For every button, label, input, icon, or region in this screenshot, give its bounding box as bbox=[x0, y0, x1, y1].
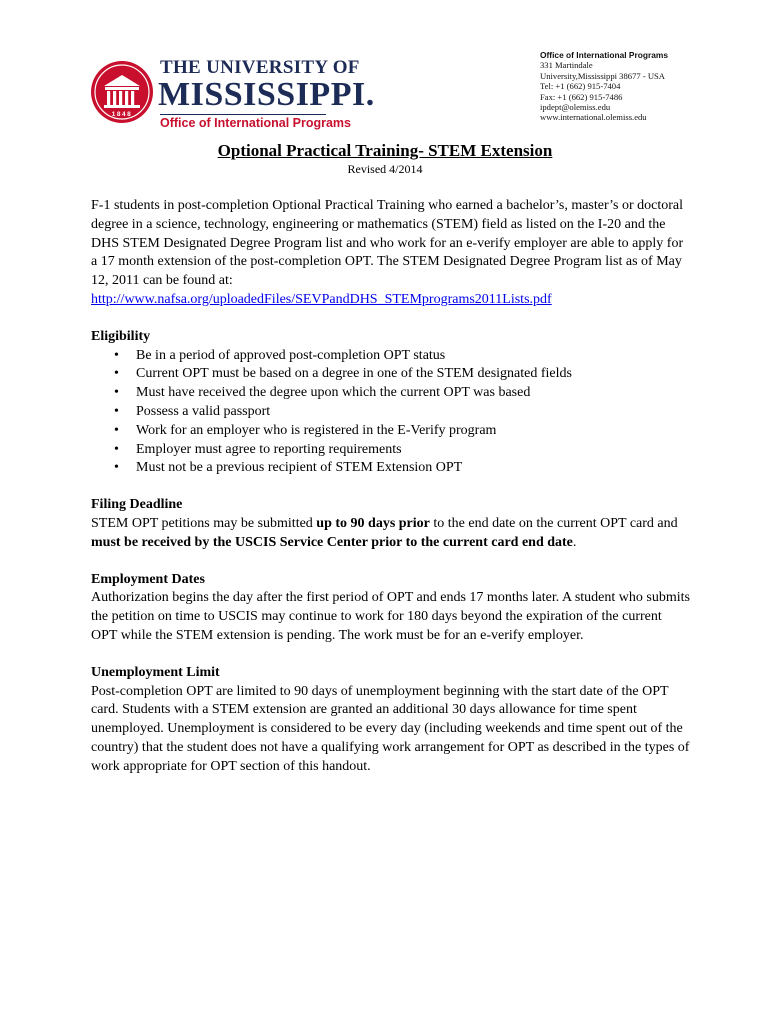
filing-text-2: to the end date on the current OPT card and bbox=[429, 515, 678, 531]
list-item: • Be in a period of approved post-completion OPT status bbox=[136, 347, 691, 366]
list-item: • Possess a valid passport bbox=[136, 403, 691, 422]
contact-tel: Tel: +1 (662) 915-7404 bbox=[540, 81, 621, 92]
university-seal-logo bbox=[90, 60, 154, 124]
list-item: • Employer must agree to reporting requirements bbox=[136, 441, 691, 460]
intro-paragraph bbox=[91, 197, 691, 310]
filing-text-3: . bbox=[572, 534, 577, 550]
filing-bold-2: must be received by the USCIS Service Center prior to the current card end date bbox=[91, 534, 573, 550]
document-title: Optional Practical Training- STEM Extension bbox=[217, 141, 553, 160]
contact-address1: 331 Martindale bbox=[540, 60, 593, 71]
contact-email: ipdept@olemiss.edu bbox=[540, 102, 611, 113]
document-body bbox=[91, 197, 691, 777]
filing-text-1: STEM OPT petitions may be submitted bbox=[91, 515, 317, 531]
contact-web: www.international.olemiss.edu bbox=[540, 112, 647, 123]
logo-line-mississippi: MISSISSIPPI. bbox=[158, 76, 375, 113]
eligibility-heading: Eligibility bbox=[91, 328, 151, 344]
unemployment-limit-heading: Unemployment Limit bbox=[91, 664, 220, 680]
employment-dates-heading: Employment Dates bbox=[91, 571, 205, 587]
logo-line-office: Office of International Programs bbox=[160, 116, 352, 130]
contact-fax: Fax: +1 (662) 915-7486 bbox=[540, 91, 623, 102]
filing-deadline-heading: Filing Deadline bbox=[91, 497, 183, 513]
logo-line-university-of: THE UNIVERSITY OF bbox=[160, 57, 360, 78]
contact-address2: University,Mississippi 38677 - USA bbox=[540, 70, 666, 81]
intro-text: F-1 students in post-completion Optional Practical Training who earned a bachelor’s, master’s or doctoral degree in a science, technology, engineering or mathematics (STEM) field as listed on the I-20 and the DHS STEM Designated Degree Program list and who work for an e-verify employer are able to apply for a 17 month extension of the post-completion OPT. The STEM Designated Degree Program list as of May 12, 2011 can be found at: bbox=[91, 198, 684, 289]
employment-dates-paragraph: Authorization begins the day after the first period of OPT and ends 17 months later. A student who submits the petition on time to USCIS may continue to work for 180 days beyond the expiration of the current OPT while the STEM extension is pending. The work must be for an e-verify employer. bbox=[91, 590, 690, 643]
logo-divider bbox=[160, 114, 326, 115]
stem-list-link[interactable]: http://www.nafsa.org/uploadedFiles/SEVPandDHS_STEMprograms2011Lists.pdf bbox=[91, 291, 552, 307]
unemployment-limit-paragraph: Post-completion OPT are limited to 90 days of unemployment beginning with the start date of the OPT card. Students with a STEM extension are granted an additional 30 days allowance for time spent unemployed. Unemployment is considered to be every day (including weekends and time spent out of the country) that the student does not have a qualifying work arrangement for OPT as described in the types of work appropriate for OPT section of this handout. bbox=[91, 683, 690, 774]
seal-year: 1848 bbox=[111, 111, 133, 118]
revised-date: Revised 4/2014 bbox=[347, 162, 423, 176]
filing-bold-1: up to 90 days prior bbox=[316, 515, 430, 531]
list-item: • Must have received the degree upon which the current OPT was based bbox=[136, 384, 691, 403]
eligibility-list bbox=[91, 347, 691, 479]
contact-office: Office of International Programs bbox=[540, 50, 668, 60]
filing-deadline-paragraph bbox=[91, 515, 691, 553]
contact-block bbox=[540, 50, 760, 123]
list-item: • Current OPT must be based on a degree in one of the STEM designated fields bbox=[136, 365, 691, 384]
list-item: • Must not be a previous recipient of STEM Extension OPT bbox=[136, 459, 691, 478]
list-item: • Work for an employer who is registered in the E-Verify program bbox=[136, 422, 691, 441]
